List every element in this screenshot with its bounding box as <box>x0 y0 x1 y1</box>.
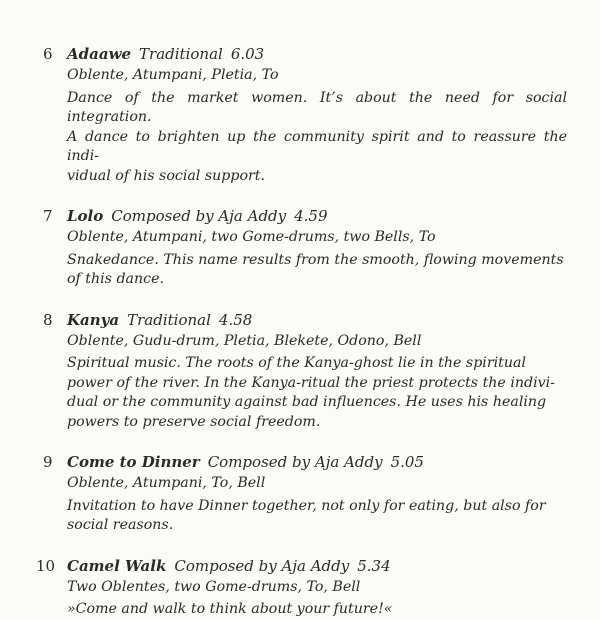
track-duration: 6.03 <box>230 45 265 63</box>
track-instruments: Oblente, Atumpani, Pletia, To <box>67 67 279 83</box>
track-instruments: Oblente, Atumpani, To, Bell <box>67 475 266 491</box>
description-line: Invitation to have Dinner together, not only for eating, but also for <box>67 497 546 514</box>
description-line: dual or the community against bad influences. He uses his healing <box>67 394 547 410</box>
track-heading <box>67 206 567 226</box>
track-instruments: Oblente, Gudu-drum, Pletia, Blekete, Odono, Bell <box>67 332 422 349</box>
track-number: 6 <box>43 45 53 63</box>
track-body <box>67 452 567 536</box>
track-title: Come to Dinner <box>67 453 200 471</box>
track-duration: 4.58 <box>218 310 253 329</box>
description-line: powers to preserve social freedom. <box>67 413 321 430</box>
track-entry <box>0 44 600 186</box>
track-number: 8 <box>43 310 53 329</box>
track-body <box>67 206 567 290</box>
track-title: Adaawe <box>67 45 132 63</box>
track-number: 10 <box>36 556 56 575</box>
track-instruments: Two Oblentes, two Gome-drums, To, Bell <box>67 578 361 595</box>
track-credit: Composed by Aja Addy <box>174 556 350 575</box>
track-duration: 5.34 <box>357 556 391 575</box>
track-heading <box>67 310 567 330</box>
description-line: A dance to brighten up the community spirit and to reassure the indi- <box>67 128 567 164</box>
track-description <box>67 251 567 290</box>
description-line: vidual of his social support. <box>67 167 265 184</box>
track-description <box>67 600 567 620</box>
track-number: 9 <box>43 453 53 471</box>
track-duration: 4.59 <box>294 207 328 225</box>
description-line: »Come and walk to think about your future!« <box>67 601 393 617</box>
track-title: Camel Walk <box>67 556 167 575</box>
track-description <box>67 497 567 536</box>
description-line: Dance of the market women. It’s about the need for social integration. <box>67 89 567 125</box>
description-line: power of the river. In the Kanya-ritual the priest protects the indivi- <box>67 374 555 391</box>
track-number: 7 <box>43 207 53 225</box>
track-description <box>67 354 567 432</box>
track-description <box>67 89 567 187</box>
track-entry <box>0 556 600 620</box>
track-title: Kanya <box>67 310 120 329</box>
track-duration: 5.05 <box>390 453 424 471</box>
description-line: Spiritual music. The roots of the Kanya-ghost lie in the spiritual <box>67 355 526 371</box>
track-credit: Composed by Aja Addy <box>207 453 383 471</box>
track-entry <box>0 206 600 290</box>
track-entry <box>0 452 600 536</box>
track-heading <box>67 556 567 576</box>
track-instruments: Oblente, Atumpani, two Gome-drums, two Bells, To <box>67 229 436 245</box>
track-heading <box>67 44 567 64</box>
track-heading <box>67 452 567 472</box>
track-credit: Traditional <box>139 45 223 63</box>
track-title: Lolo <box>67 207 104 225</box>
track-credit: Traditional <box>127 310 211 329</box>
track-credit: Composed by Aja Addy <box>111 207 287 225</box>
track-body <box>67 310 567 433</box>
track-body <box>67 556 567 620</box>
description-line: Snakedance. This name results from the smooth, flowing movements <box>67 251 564 268</box>
description-line: of this dance. <box>67 271 164 287</box>
description-line: social reasons. <box>67 517 174 533</box>
track-entry <box>0 310 600 433</box>
track-body <box>67 44 567 186</box>
